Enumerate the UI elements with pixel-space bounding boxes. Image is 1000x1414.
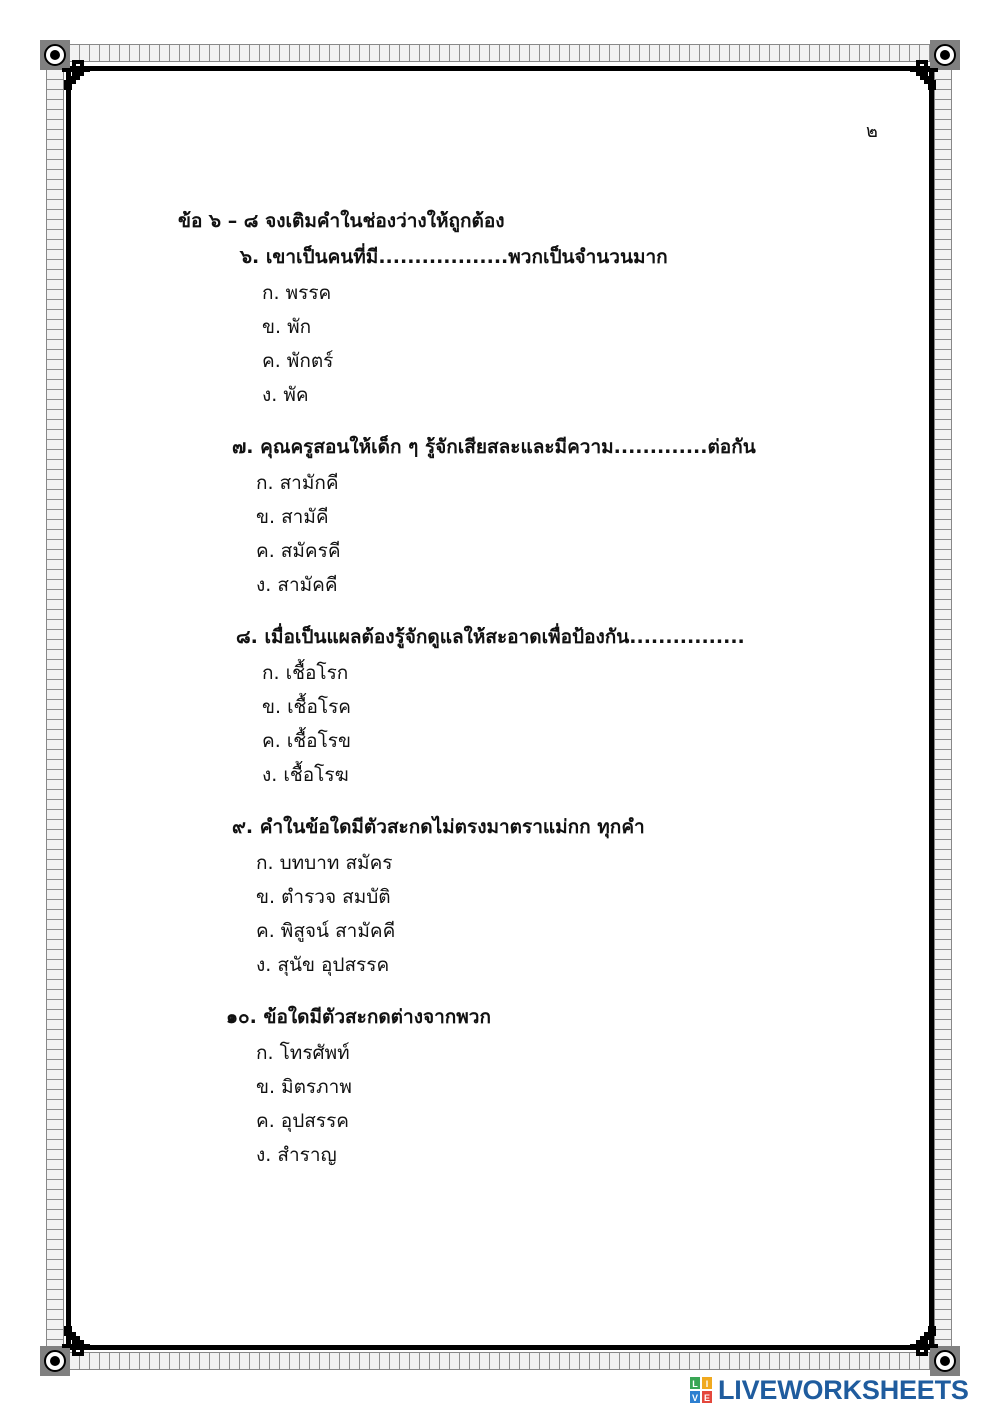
option-9-b[interactable]: ข. ตำรวจ สมบัติ	[256, 886, 391, 908]
corner-ornament-icon	[910, 40, 960, 90]
option-8-b[interactable]: ข. เชื้อโรค	[262, 696, 351, 718]
option-6-b[interactable]: ข. พัก	[262, 316, 312, 338]
option-6-c[interactable]: ค. พักตร์	[262, 350, 334, 372]
svg-text:I: I	[705, 1379, 709, 1389]
option-7-d[interactable]: ง. สามัคคี	[256, 574, 338, 596]
corner-ornament-icon	[40, 40, 90, 90]
section-instruction: ข้อ ๖ – ๘ จงเติมคำในช่องว่างให้ถูกต้อง	[178, 210, 505, 232]
option-8-a[interactable]: ก. เชื้อโรก	[262, 662, 349, 684]
corner-ornament-icon	[910, 1326, 960, 1376]
option-6-d[interactable]: ง. พัค	[262, 384, 309, 406]
option-8-d[interactable]: ง. เชื้อโรฆ	[262, 764, 349, 786]
question-6: ๖. เขาเป็นคนที่มี..................พวกเป็นจำนวนมาก	[240, 246, 668, 268]
svg-text:L: L	[692, 1379, 698, 1389]
option-9-d[interactable]: ง. สุนัข อุปสรรค	[256, 954, 390, 976]
liveworksheets-watermark	[690, 1372, 969, 1408]
option-10-b[interactable]: ข. มิตรภาพ	[256, 1076, 352, 1098]
question-9: ๙. คำในข้อใดมีตัวสะกดไม่ตรงมาตราแม่กก ทุกคำ	[232, 816, 645, 838]
option-10-c[interactable]: ค. อุปสรรค	[256, 1110, 349, 1132]
liveworksheets-logo-icon	[690, 1377, 712, 1403]
frame-border-top	[60, 44, 940, 62]
page-number: ๒	[866, 121, 878, 142]
option-8-c[interactable]: ค. เชื้อโรข	[262, 730, 351, 752]
frame-border-left	[46, 60, 64, 1356]
svg-text:V: V	[691, 1393, 699, 1403]
option-6-a[interactable]: ก. พรรค	[262, 282, 332, 304]
option-7-a[interactable]: ก. สามักคี	[256, 472, 339, 494]
option-10-d[interactable]: ง. สำราญ	[256, 1144, 337, 1166]
question-10: ๑๐. ข้อใดมีตัวสะกดต่างจากพวก	[226, 1006, 491, 1028]
frame-border-right	[934, 60, 952, 1356]
option-9-c[interactable]: ค. พิสูจน์ สามัคคี	[256, 920, 396, 942]
question-7: ๗. คุณครูสอนให้เด็ก ๆ รู้จักเสียสละและมีความ.............ต่อกัน	[232, 436, 756, 458]
option-7-b[interactable]: ข. สามัคี	[256, 506, 329, 528]
question-8: ๘. เมื่อเป็นแผลต้องรู้จักดูแลให้สะอาดเพื่อป้องกัน................	[236, 626, 745, 648]
frame-border-bottom	[60, 1352, 940, 1370]
svg-text:E: E	[703, 1393, 711, 1403]
corner-ornament-icon	[40, 1326, 90, 1376]
option-10-a[interactable]: ก. โทรศัพท์	[256, 1042, 350, 1064]
option-9-a[interactable]: ก. บทบาท สมัคร	[256, 852, 393, 874]
option-7-c[interactable]: ค. สมัครคี	[256, 540, 341, 562]
watermark-text: LIVEWORKSHEETS	[718, 1374, 969, 1405]
